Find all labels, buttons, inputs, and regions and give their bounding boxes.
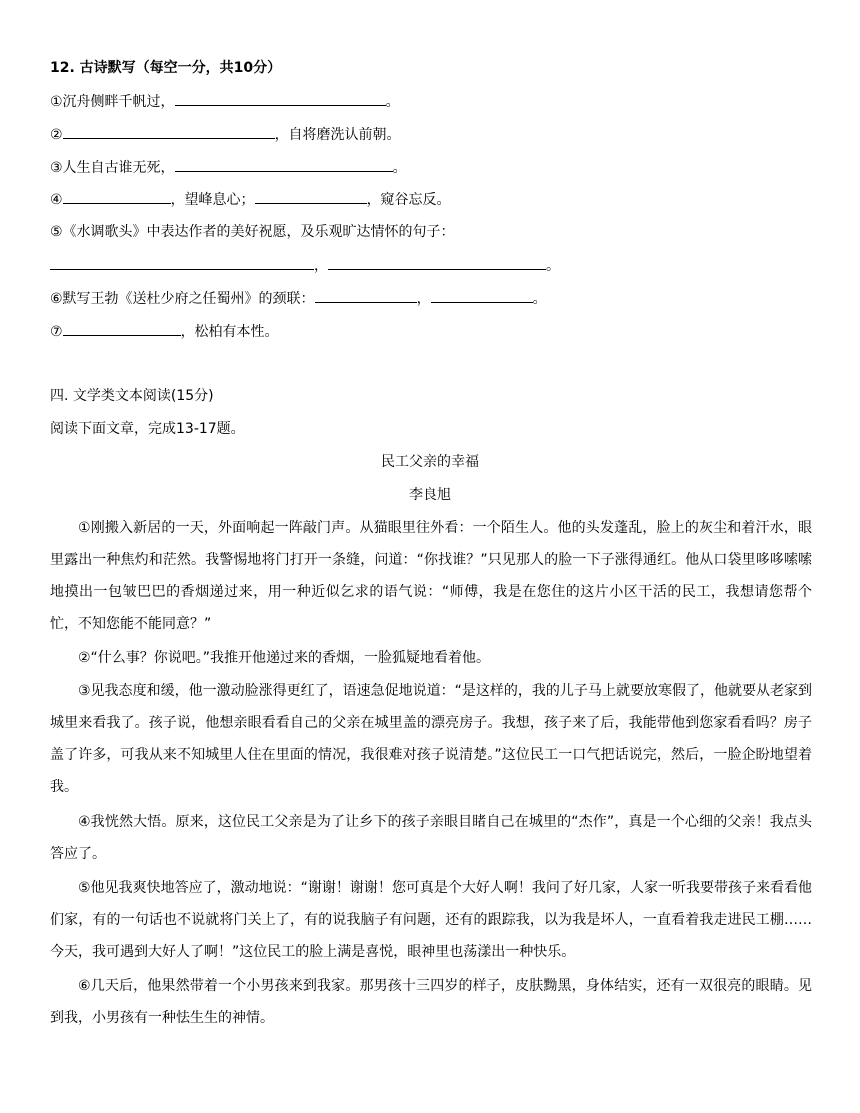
answer-blank[interactable] bbox=[328, 255, 546, 270]
article-paragraph-2: ②“什么事？你说吧。”我推开他递过来的香烟，一脸狐疑地看着他。 bbox=[78, 650, 491, 666]
article-paragraph-5: ⑤他见我爽快地答应了，激动地说：“谢谢！谢谢！您可真是个大好人啊！我问了好几家，人家一听我要带孩子来看看他们家，有的一句话也不说就将门关上了，有的说我脑子有问题，还有的跟踪我，以为我是坏人，一直看着我走进民工棚……今天，我可遇到大好人了啊！”这位民工的脸上满是喜悦，眼神里也荡漾出一种快乐。 bbox=[50, 880, 812, 960]
poem-item-2-text: ，自将磨洗认前朝。 bbox=[274, 127, 401, 143]
poem-item-5-answers bbox=[50, 255, 560, 276]
answer-blank[interactable] bbox=[50, 255, 314, 270]
poem-item-7-start: ⑦ bbox=[50, 324, 63, 340]
poem-item-7 bbox=[50, 321, 279, 342]
poem-item-7-text: ，松柏有本性。 bbox=[180, 324, 279, 340]
answer-blank[interactable] bbox=[431, 288, 533, 303]
poem-item-2-start: ② bbox=[50, 127, 63, 143]
poem-item-1-end: 。 bbox=[385, 94, 400, 110]
section-4-heading: 四. 文学类文本阅读(15分) bbox=[50, 388, 214, 404]
article-title: 民工父亲的幸福 bbox=[381, 454, 479, 470]
poem-item-6-sep: ， bbox=[416, 291, 431, 307]
reading-instruction: 阅读下面文章，完成13-17题。 bbox=[50, 421, 245, 437]
poem-item-1-text: ①沉舟侧畔千帆过， bbox=[50, 94, 175, 110]
poem-item-3 bbox=[50, 157, 407, 178]
question-12-heading: 12. 古诗默写（每空一分，共10分） bbox=[50, 60, 282, 76]
poem-item-4-end: ，窥谷忘反。 bbox=[366, 192, 451, 208]
article-paragraph-6: ⑥几天后，他果然带着一个小男孩来到我家。那男孩十三四岁的样子，皮肤黝黑，身体结实，还有一双很亮的眼睛。见到我，小男孩有一种怯生生的神情。 bbox=[50, 978, 812, 1026]
answer-blank[interactable] bbox=[63, 124, 275, 139]
poem-item-6-end: 。 bbox=[532, 291, 547, 307]
poem-item-5-sep: ， bbox=[314, 258, 328, 274]
poem-item-3-end: 。 bbox=[392, 160, 407, 176]
poem-item-1 bbox=[50, 91, 400, 112]
article-paragraph-1: ①刚搬入新居的一天，外面响起一阵敲门声。从猫眼里往外看：一个陌生人。他的头发蓬乱，脸上的灰尘和着汗水，眼里露出一种焦灼和茫然。我警惕地将门打开一条缝，问道：“你找谁？”只见那人的脸一下子涨得通红。他从口袋里哆哆嗦嗦地摸出一包皱巴巴的香烟递过来，用一种近似乞求的语气说：“师傅，我是在您住的这片小区干活的民工，我想请您帮个忙，不知您能不能同意？” bbox=[50, 520, 812, 632]
answer-blank[interactable] bbox=[255, 189, 367, 204]
poem-item-6 bbox=[50, 288, 547, 309]
answer-blank[interactable] bbox=[315, 288, 417, 303]
poem-item-4 bbox=[50, 189, 451, 210]
poem-item-2 bbox=[50, 124, 401, 145]
poem-item-6-text: ⑥默写王勃《送杜少府之任蜀州》的颈联： bbox=[50, 291, 315, 307]
answer-blank[interactable] bbox=[63, 321, 181, 336]
poem-item-4-mid: ，望峰息心； bbox=[170, 192, 255, 208]
answer-blank[interactable] bbox=[175, 91, 386, 106]
article-paragraph-4: ④我恍然大悟。原来，这位民工父亲是为了让乡下的孩子亲眼目睹自己在城里的“杰作”，真是一个心细的父亲！我点头答应了。 bbox=[50, 814, 812, 862]
poem-item-5: ⑤《水调歌头》中表达作者的美好祝愿，及乐观旷达情怀的句子： bbox=[50, 224, 455, 240]
article-author: 李良旭 bbox=[409, 487, 451, 503]
poem-item-4-start: ④ bbox=[50, 192, 63, 208]
answer-blank[interactable] bbox=[175, 157, 393, 172]
answer-blank[interactable] bbox=[63, 189, 171, 204]
poem-item-5-end: 。 bbox=[546, 258, 560, 274]
poem-item-3-text: ③人生自古谁无死， bbox=[50, 160, 175, 176]
article-paragraph-3: ③见我态度和缓，他一激动脸涨得更红了，语速急促地说道：“是这样的，我的儿子马上就要放寒假了，他就要从老家到城里来看我了。孩子说，他想亲眼看看自己的父亲在城里盖的漂亮房子。我想，孩子来了后，我能带他到您家看看吗？房子盖了许多，可我从来不知城里人住在里面的情况，我很难对孩子说清楚。”这位民工一口气把话说完，然后，一脸企盼地望着我。 bbox=[50, 683, 812, 795]
